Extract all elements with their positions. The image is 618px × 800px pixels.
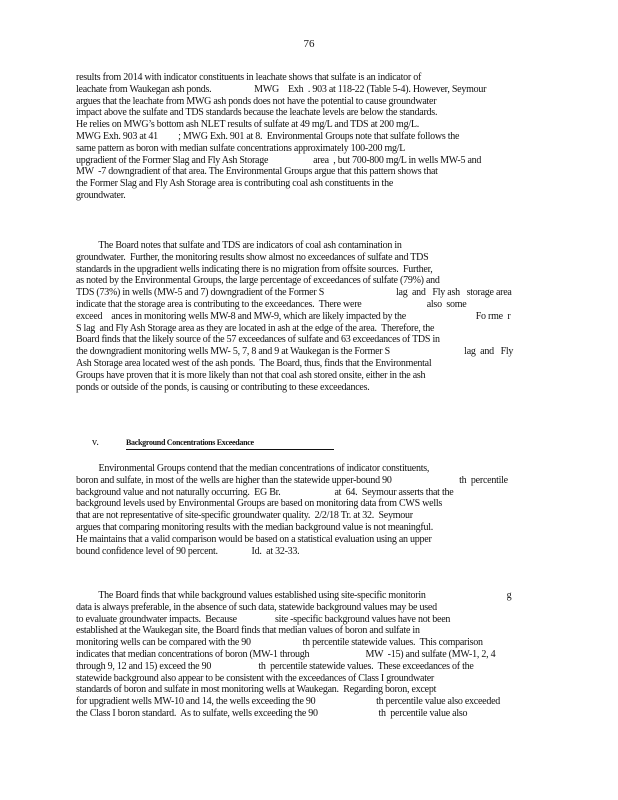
text-line: Environmental Groups contend that the median concentrations of indicator constituents,	[76, 463, 430, 474]
text-line: through 9, 12 and 15) exceed the 90 th percentile statewide values. These exceedances of the	[76, 660, 474, 672]
text-line: S lag and Fly Ash Storage area as they are located in ash at the edge of the area. Therefore, the	[76, 322, 435, 334]
text-line: the downgradient monitoring wells MW- 5, 7, 8 and 9 at Waukegan is the Former S lag and Fly	[76, 346, 514, 358]
text-line: the Class I boron standard. As to sulfate, wells exceeding the 90 th percentile value also	[76, 707, 468, 719]
text-line: MW -7 downgradient of that area. The Environmental Groups argue that this pattern shows that	[76, 166, 438, 178]
text-line: exceed ances in monitoring wells MW-8 and MW-9, which are likely impacted by the Fo rme r	[76, 310, 511, 322]
text-line: as noted by the Environmental Groups, the large percentage of exceedances of sulfate (79%) and	[76, 275, 440, 287]
text-line: background value and not naturally occurring. EG Br. at 64. Seymour asserts that the	[76, 486, 454, 498]
page-number: 76	[303, 38, 315, 50]
text-line: background levels used by Environmental Groups are based on monitoring data from CWS wells	[76, 498, 443, 510]
text-line: established at the Waukegan site, the Board finds that median values of boron and sulfate in	[76, 625, 420, 637]
text-line: the Former Slag and Fly Ash Storage area is contributing coal ash constituents in the	[76, 178, 394, 190]
text-line: bound confidence level of 90 percent. Id. at 32-33.	[76, 545, 300, 557]
text-line: results from 2014 with indicator constituents in leachate shows that sulfate is an indicator of	[76, 72, 422, 83]
text-line: for upgradient wells MW-10 and 14, the wells exceeding the 90 th percentile value also exceeded	[76, 696, 501, 708]
section-number: v.	[92, 437, 99, 448]
text-line: statewide background also appear to be consistent with the exceedances of Class I groundwater	[76, 672, 435, 684]
text-line: standards in the upgradient wells indicating there is no migration from offsite sources. Further,	[76, 263, 433, 275]
text-line: argues that comparing monitoring results with the median background value is not meaningful.	[76, 521, 434, 533]
text-line: groundwater.	[76, 189, 126, 201]
text-line: He relies on MWG’s bottom ash NLET results of sulfate at 49 mg/L and TDS at 200 mg/L.	[76, 119, 419, 131]
paragraph-leachate-sulfate	[76, 72, 546, 202]
text-line: The Board notes that sulfate and TDS are indicators of coal ash contamination in	[76, 240, 402, 251]
text-line: argues that the leachate from MWG ash ponds does not have the potential to cause groundwater	[76, 95, 437, 107]
text-line: indicates that median concentrations of boron (MW-1 through MW -15) and sulfate (MW-1, 2, 4	[76, 648, 496, 660]
text-line: impact above the sulfate and TDS standards because the leachate levels are below the standards.	[76, 107, 438, 119]
text-line: standards of boron and sulfate in most monitoring wells at Waukegan. Regarding boron, except	[76, 684, 437, 696]
text-line: same pattern as boron with median sulfate concentrations approximately 100-200 mg/L	[76, 142, 406, 154]
paragraph-background-contentions	[76, 463, 546, 557]
text-line: The Board finds that while background values established using site-specific monitorin g	[76, 590, 512, 601]
paragraph-board-findings-background	[76, 590, 546, 720]
text-line: Board finds that the likely source of the 57 exceedances of sulfate and 63 exceedances of TDS in	[76, 334, 440, 346]
text-line: monitoring wells can be compared with the 90 th percentile statewide values. This comparison	[76, 637, 483, 649]
text-line: indicate that the storage area is contributing to the exceedances. There were also some	[76, 298, 467, 310]
text-line: leachate from Waukegan ash ponds. MWG Exh . 903 at 118-22 (Table 5-4). However, Seymour	[76, 83, 487, 95]
text-line: Groups have proven that it is more likely than not that coal ash stored onsite, either in the ash	[76, 369, 426, 381]
text-line: ponds or outside of the ponds, is causing or contributing to these exceedances.	[76, 381, 370, 393]
text-line: Ash Storage area located west of the ash ponds. The Board, thus, finds that the Environmental	[76, 357, 432, 369]
text-line: He maintains that a valid comparison would be based on a statistical evaluation using an upper	[76, 533, 432, 545]
paragraph-board-findings-sulfate-tds	[76, 240, 546, 393]
section-heading	[92, 436, 334, 450]
text-line: that are not representative of site-specific groundwater quality. 2/2/18 Tr. at 32. Seymour	[76, 510, 413, 522]
text-line: groundwater. Further, the monitoring results show almost no exceedances of sulfate and TDS	[76, 251, 429, 263]
text-line: MWG Exh. 903 at 41 ; MWG Exh. 901 at 8. Environmental Groups note that sulfate follows the	[76, 130, 460, 142]
text-line: upgradient of the Former Slag and Fly Ash Storage area , but 700-800 mg/L in wells MW-5 and	[76, 154, 482, 166]
text-line: TDS (73%) in wells (MW-5 and 7) downgradient of the Former S lag and Fly ash storage area	[76, 287, 512, 299]
text-line: boron and sulfate, in most of the wells are higher than the statewide upper-bound 90 th percentile	[76, 474, 508, 486]
text-line: to evaluate groundwater impacts. Because site -specific background values have not been	[76, 613, 451, 625]
text-line: data is always preferable, in the absence of such data, statewide background values may be used	[76, 601, 437, 613]
section-title: Background Concentrations Exceedance	[126, 437, 334, 450]
